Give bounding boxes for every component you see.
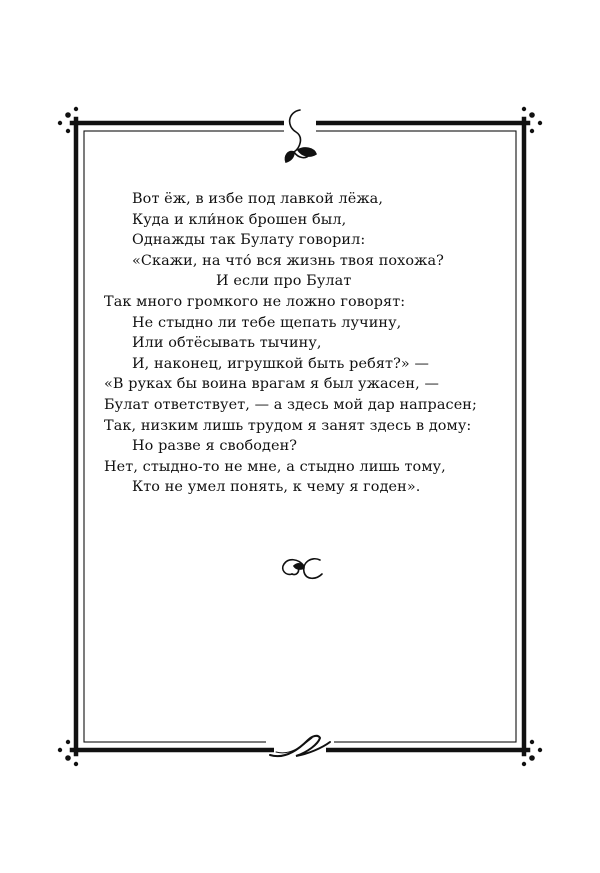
- poem-line: Куда и кли́нок брошен был,: [132, 211, 347, 228]
- poem-line: Нет, стыдно-то не мне, а стыдно лишь тому,: [104, 458, 446, 475]
- poem-line: Не стыдно ли тебе щепать лучину,: [132, 314, 402, 331]
- poem-line: Так много громкого не ложно говорят:: [104, 293, 406, 310]
- poem-line: Вот ёж, в избе под лавкой лёжа,: [132, 191, 384, 207]
- flourish-ornament: [266, 736, 334, 762]
- poem-line: Булат ответствует, — а здесь мой дар напрасен;: [104, 396, 477, 413]
- floral-sprig-ornament: [284, 110, 316, 162]
- poem-line: Или обтёсывать тычину,: [132, 335, 322, 352]
- poem-line: Так, низким лишь трудом я занят здесь в дому:: [104, 417, 472, 434]
- poem-line: И, наконец, игрушкой быть ребят?» —: [132, 355, 429, 372]
- poem-text: [104, 189, 504, 498]
- poem-line: И если про Булат: [216, 273, 352, 290]
- poem-line: Но разве я свободен?: [132, 438, 298, 455]
- floral-curl-ornament: [283, 559, 322, 579]
- poem-line: Однажды так Булату говорил:: [132, 232, 366, 249]
- poem-line: «В руках бы воина врагам я был ужасен, —: [104, 376, 439, 393]
- poem-line: «Скажи, на что́ вся жизнь твоя похожа?: [132, 252, 444, 269]
- poem-line: Кто не умел понять, к чему я годен».: [132, 479, 421, 496]
